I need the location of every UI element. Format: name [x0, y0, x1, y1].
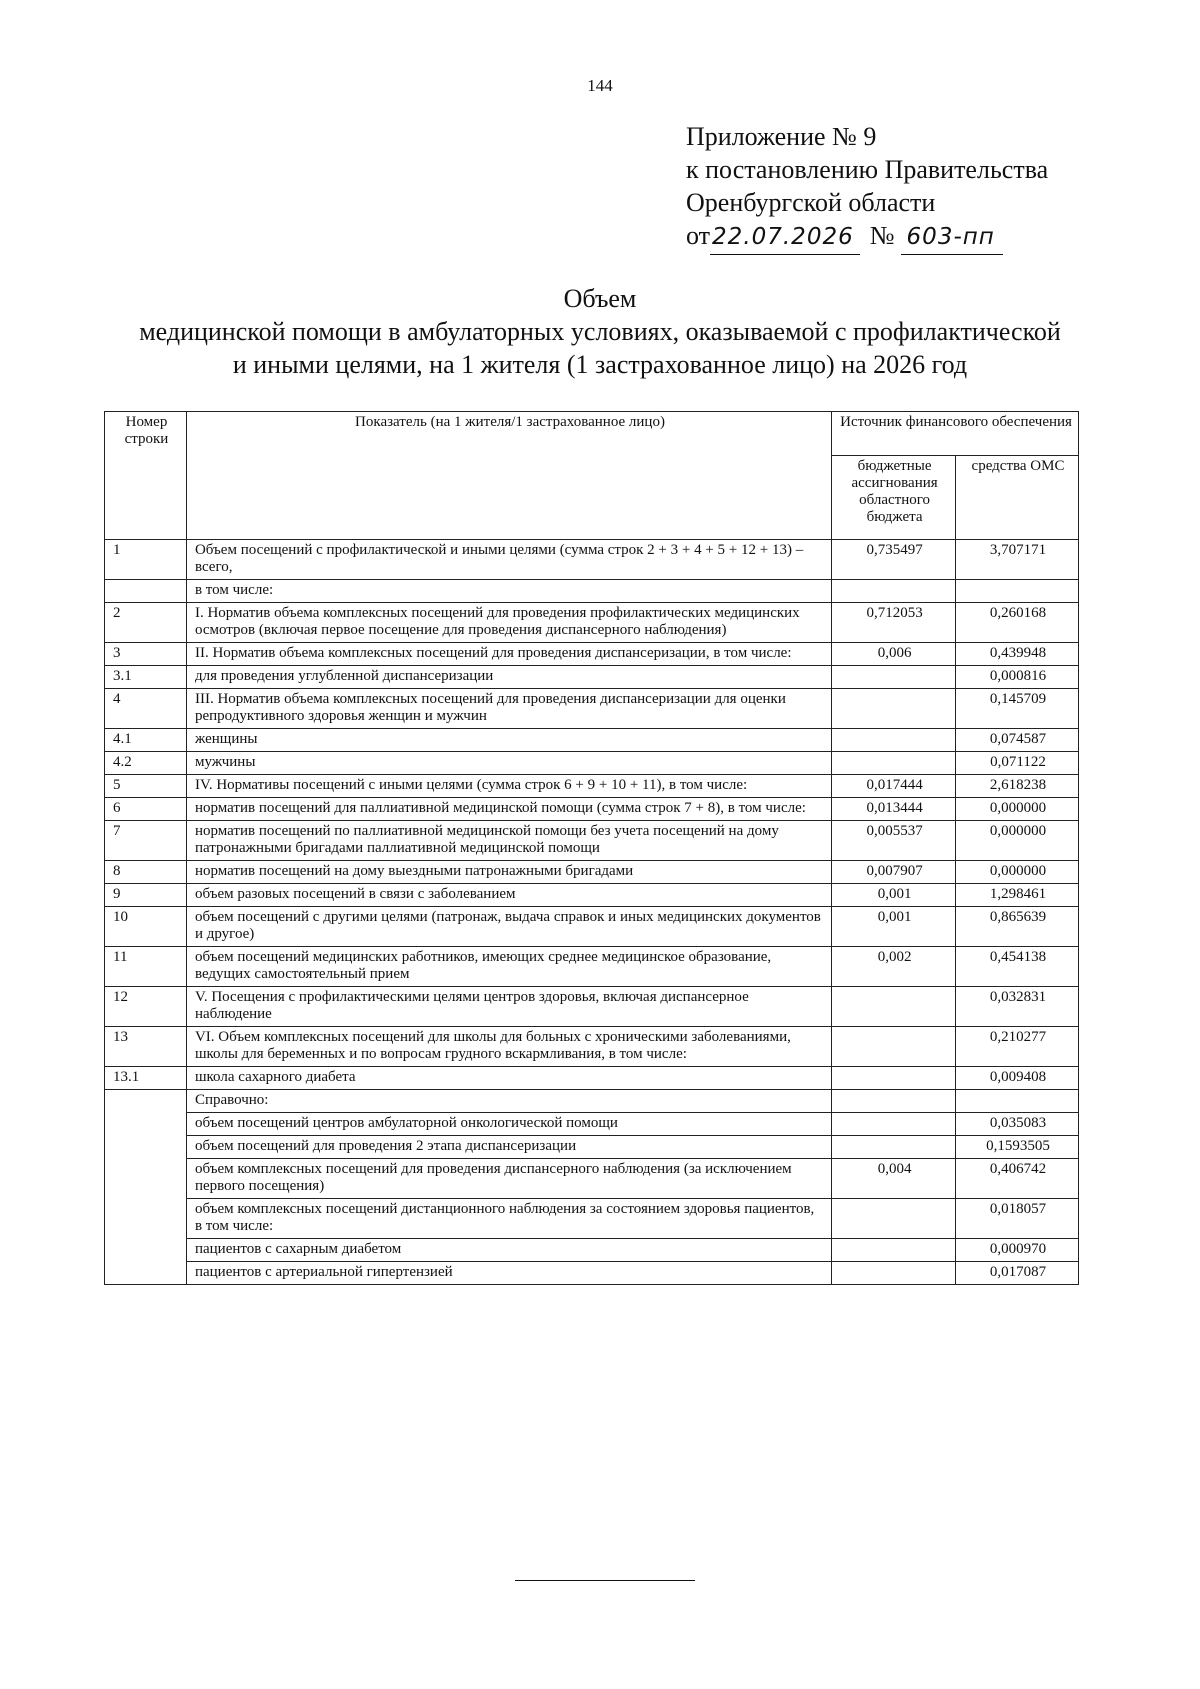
table-row: [105, 861, 1079, 884]
reference-oms-value: 0,1593505: [956, 1136, 1079, 1159]
row-indicator: объем разовых посещений в связи с заболеванием: [186, 884, 831, 907]
table-row: [105, 752, 1079, 775]
row-number: 2: [105, 603, 187, 643]
annex-date-line: [686, 219, 1048, 255]
row-oms-value: 0,000816: [956, 666, 1079, 689]
row-indicator: норматив посещений по паллиативной медицинской помощи без учета посещений на дому патронажными бригадами паллиативной медицинской помощи: [186, 821, 831, 861]
row-budget-value: [832, 987, 956, 1027]
row-number: 4.1: [105, 729, 187, 752]
annex-line-1: Приложение № 9: [686, 122, 877, 151]
table-row: [105, 987, 1079, 1027]
row-oms-value: 0,439948: [956, 643, 1079, 666]
table-row: [105, 729, 1079, 752]
row-number: 4.2: [105, 752, 187, 775]
row-indicator: объем посещений медицинских работников, имеющих среднее медицинское образование, ведущих самостоятельный прием: [186, 947, 831, 987]
reference-oms-value: 0,000970: [956, 1239, 1079, 1262]
row-indicator: объем посещений с другими целями (патронаж, выдача справок и иных медицинских документов и другое): [186, 907, 831, 947]
row-number: 11: [105, 947, 187, 987]
row-oms-value: 3,707171: [956, 540, 1079, 580]
reference-indicator: объем посещений для проведения 2 этапа диспансеризации: [186, 1136, 831, 1159]
reference-budget-value: [832, 1113, 956, 1136]
row-number: 8: [105, 861, 187, 884]
reference-budget-value: 0,004: [832, 1159, 956, 1199]
row-number: 3: [105, 643, 187, 666]
row-indicator: V. Посещения с профилактическими целями центров здоровья, включая диспансерное наблюдение: [186, 987, 831, 1027]
row-oms-value: 0,009408: [956, 1067, 1079, 1090]
reference-budget-value: [832, 1136, 956, 1159]
row-number: 5: [105, 775, 187, 798]
table-row: [105, 666, 1079, 689]
reference-number-cell: [105, 1090, 187, 1285]
number-sign: №: [869, 221, 895, 250]
table-row: [105, 1067, 1079, 1090]
reference-row: [105, 1113, 1079, 1136]
header-oms: средства ОМС: [956, 456, 1079, 540]
row-oms-value: 0,454138: [956, 947, 1079, 987]
table-row: [105, 907, 1079, 947]
reference-indicator: объем комплексных посещений для проведения диспансерного наблюдения (за исключением первого посещения): [186, 1159, 831, 1199]
reference-row: [105, 1090, 1079, 1113]
date-prefix: от: [686, 221, 711, 250]
row-indicator: школа сахарного диабета: [186, 1067, 831, 1090]
row-budget-value: [832, 689, 956, 729]
row-budget-value: 0,002: [832, 947, 956, 987]
row-budget-value: 0,001: [832, 907, 956, 947]
row-number: 13: [105, 1027, 187, 1067]
reference-row: [105, 1262, 1079, 1285]
row-indicator: женщины: [186, 729, 831, 752]
row-number: 3.1: [105, 666, 187, 689]
title-line-2: медицинской помощи в амбулаторных условиях, оказываемой с профилактической: [139, 317, 1061, 346]
table-row: [105, 603, 1079, 643]
row-oms-value: 0,032831: [956, 987, 1079, 1027]
row-budget-value: 0,735497: [832, 540, 956, 580]
annex-line-2: к постановлению Правительства: [686, 155, 1049, 184]
header-budget: бюджетные ассигнования областного бюджета: [832, 456, 956, 540]
reference-budget-value: [832, 1262, 956, 1285]
row-indicator: II. Норматив объема комплексных посещений для проведения диспансеризации, в том числе:: [186, 643, 831, 666]
row-indicator: для проведения углубленной диспансеризации: [186, 666, 831, 689]
header-indicator: Показатель (на 1 жителя/1 застрахованное лицо): [186, 412, 831, 540]
row-oms-value: 0,865639: [956, 907, 1079, 947]
table-row: [105, 689, 1079, 729]
row-oms-value: 0,000000: [956, 861, 1079, 884]
row-indicator: мужчины: [186, 752, 831, 775]
row-oms-value: 1,298461: [956, 884, 1079, 907]
row-oms-value: [956, 580, 1079, 603]
reference-row: [105, 1239, 1079, 1262]
reference-oms-value: [956, 1090, 1079, 1113]
reference-oms-value: 0,035083: [956, 1113, 1079, 1136]
title-line-3: и иными целями, на 1 жителя (1 застрахованное лицо) на 2026 год: [232, 350, 968, 379]
table-row: [105, 798, 1079, 821]
row-number: 6: [105, 798, 187, 821]
row-budget-value: 0,017444: [832, 775, 956, 798]
row-indicator: III. Норматив объема комплексных посещений для проведения диспансеризации для оценки репродуктивного здоровья женщин и мужчин: [186, 689, 831, 729]
row-indicator: VI. Объем комплексных посещений для школы для больных с хроническими заболеваниями, школы для беременных и по вопросам грудного вскармливания, в том числе:: [186, 1027, 831, 1067]
row-oms-value: 0,000000: [956, 821, 1079, 861]
row-oms-value: 0,145709: [956, 689, 1079, 729]
table-body: [105, 540, 1079, 1285]
row-oms-value: 0,210277: [956, 1027, 1079, 1067]
row-budget-value: [832, 729, 956, 752]
row-number: [105, 580, 187, 603]
row-budget-value: 0,007907: [832, 861, 956, 884]
row-budget-value: [832, 1027, 956, 1067]
reference-oms-value: 0,406742: [956, 1159, 1079, 1199]
table-row: [105, 1027, 1079, 1067]
reference-oms-value: 0,017087: [956, 1262, 1079, 1285]
row-number: 13.1: [105, 1067, 187, 1090]
row-number: 7: [105, 821, 187, 861]
document-title: [60, 282, 1140, 381]
row-oms-value: 0,000000: [956, 798, 1079, 821]
table-row: [105, 775, 1079, 798]
row-budget-value: 0,013444: [832, 798, 956, 821]
table-row: [105, 821, 1079, 861]
handwritten-number: 603-пп: [901, 221, 1003, 255]
reference-budget-value: [832, 1090, 956, 1113]
header-row-number: Номер строки: [105, 412, 187, 540]
table-row: [105, 540, 1079, 580]
row-oms-value: 0,071122: [956, 752, 1079, 775]
reference-oms-value: 0,018057: [956, 1199, 1079, 1239]
title-line-1: Объем: [563, 284, 637, 313]
row-number: 12: [105, 987, 187, 1027]
row-budget-value: 0,006: [832, 643, 956, 666]
header-financing-source: Источник финансового обеспечения: [832, 412, 1079, 456]
table-row: [105, 580, 1079, 603]
row-indicator: IV. Нормативы посещений с иными целями (сумма строк 6 + 9 + 10 + 11), в том числе:: [186, 775, 831, 798]
reference-indicator: пациентов с артериальной гипертензией: [186, 1262, 831, 1285]
reference-row: [105, 1199, 1079, 1239]
reference-indicator: Справочно:: [186, 1090, 831, 1113]
reference-indicator: объем комплексных посещений дистанционного наблюдения за состоянием здоровья пациентов, в том числе:: [186, 1199, 831, 1239]
row-oms-value: 2,618238: [956, 775, 1079, 798]
row-budget-value: [832, 580, 956, 603]
row-number: 9: [105, 884, 187, 907]
row-number: 4: [105, 689, 187, 729]
annex-line-3: Оренбургской области: [686, 188, 936, 217]
row-budget-value: 0,712053: [832, 603, 956, 643]
footer-divider: [515, 1580, 695, 1581]
reference-row: [105, 1159, 1079, 1199]
row-budget-value: 0,001: [832, 884, 956, 907]
row-budget-value: [832, 752, 956, 775]
row-indicator: I. Норматив объема комплексных посещений для проведения профилактических медицинских осмотров (включая первое посещение для проведения диспансерного наблюдения): [186, 603, 831, 643]
reference-indicator: объем посещений центров амбулаторной онкологической помощи: [186, 1113, 831, 1136]
row-indicator: норматив посещений для паллиативной медицинской помощи (сумма строк 7 + 8), в том числе:: [186, 798, 831, 821]
table-row: [105, 947, 1079, 987]
row-budget-value: [832, 1067, 956, 1090]
table-row: [105, 884, 1079, 907]
row-indicator: норматив посещений на дому выездными патронажными бригадами: [186, 861, 831, 884]
reference-budget-value: [832, 1199, 956, 1239]
row-number: 1: [105, 540, 187, 580]
row-number: 10: [105, 907, 187, 947]
reference-budget-value: [832, 1239, 956, 1262]
row-budget-value: 0,005537: [832, 821, 956, 861]
page-number: 144: [587, 76, 613, 95]
row-oms-value: 0,074587: [956, 729, 1079, 752]
table-row: [105, 643, 1079, 666]
annex-block: [686, 120, 1048, 255]
row-budget-value: [832, 666, 956, 689]
handwritten-date: 22.07.2026: [710, 221, 860, 255]
reference-row: [105, 1136, 1079, 1159]
row-indicator: Объем посещений с профилактической и иными целями (сумма строк 2 + 3 + 4 + 5 + 12 + 13) – всего,: [186, 540, 831, 580]
reference-indicator: пациентов с сахарным диабетом: [186, 1239, 831, 1262]
row-oms-value: 0,260168: [956, 603, 1079, 643]
volume-table: [104, 411, 1079, 1285]
row-indicator: в том числе:: [186, 580, 831, 603]
